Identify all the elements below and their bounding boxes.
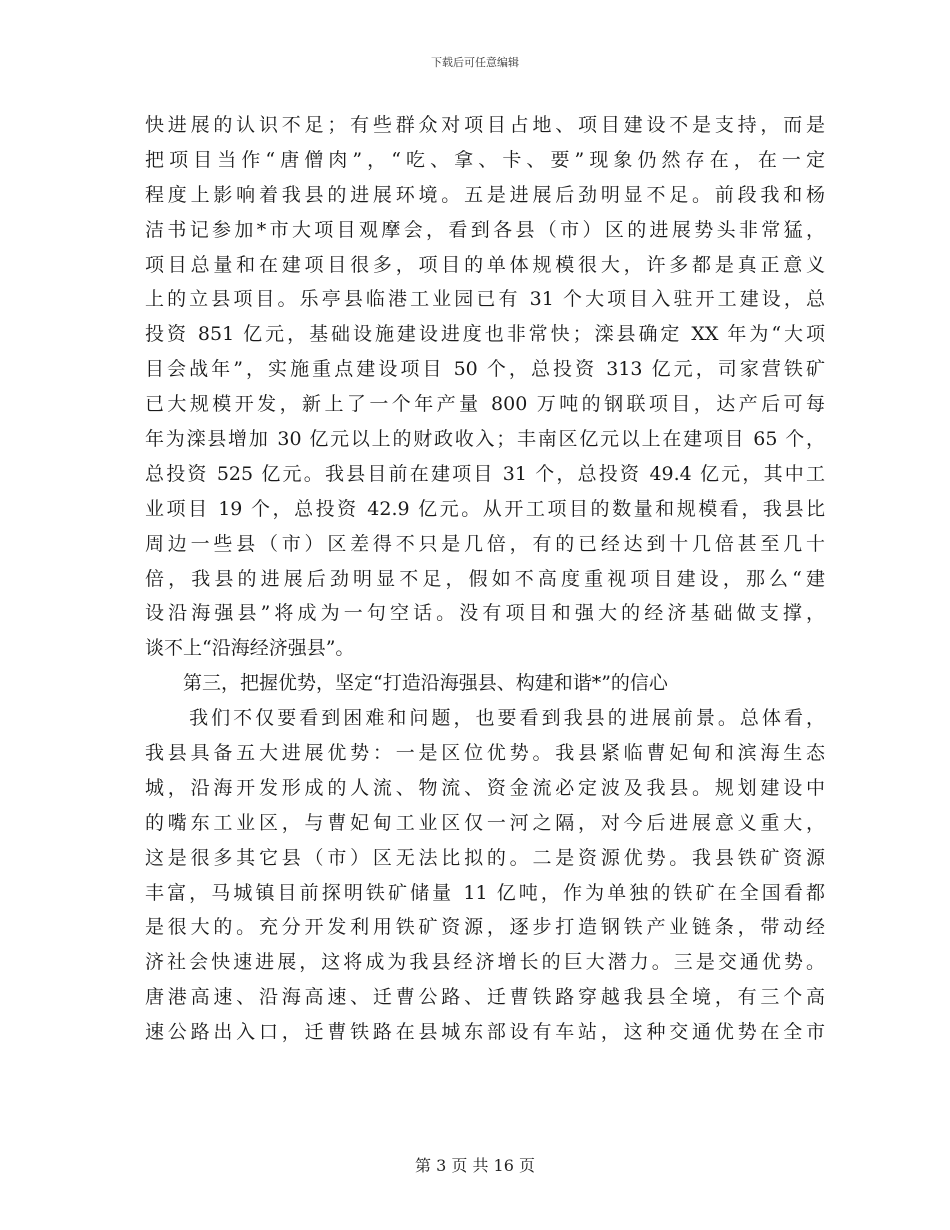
page-header: 下载后可任意编辑 (431, 56, 519, 69)
text-line: 设沿海强县”将成为一句空话。没有项目和强大的经济基础做支撑， (145, 602, 825, 625)
page-footer: 第 3 页 共 16 页 (415, 1156, 535, 1175)
text-line: 我们不仅要看到困难和问题，也要看到我县的进展前景。总体看， (145, 707, 825, 730)
text-line: 这是很多其它县（市）区无法比拟的。二是资源优势。我县铁矿资源 (145, 846, 825, 869)
text-line: 丰富，马城镇目前探明铁矿储量 11 亿吨，作为单独的铁矿在全国看都 (145, 881, 825, 904)
text-line: 济社会快速进展，这将成为我县经济增长的巨大潜力。三是交通优势。 (145, 951, 825, 974)
text-line: 快进展的认识不足；有些群众对项目占地、项目建设不是支持，而是 (145, 114, 825, 136)
text-line: 目会战年”，实施重点建设项目 50 个，总投资 313 亿元，司家营铁矿 (145, 358, 825, 381)
text-line: 年为滦县增加 30 亿元以上的财政收入；丰南区亿元以上在建项目 65 个， (145, 428, 825, 451)
document-body (145, 108, 825, 1050)
text-line: 把项目当作“唐僧肉”，“吃、拿、卡、要”现象仍然存在，在一定 (145, 148, 825, 171)
text-line: 总投资 525 亿元。我县目前在建项目 31 个，总投资 49.4 亿元，其中工 (145, 462, 825, 485)
text-line: 项目总量和在建项目很多，项目的单体规模很大，许多都是真正意义 (145, 253, 825, 276)
text-line: 城，沿海开发形成的人流、物流、资金流必定波及我县。规划建设中 (145, 776, 825, 799)
text-line: 洁书记参加*市大项目观摩会，看到各县（市）区的进展势头非常猛， (145, 218, 825, 241)
text-line: 周边一些县（市）区差得不只是几倍，有的已经达到十几倍甚至几十 (145, 532, 825, 555)
text-line: 唐港高速、沿海高速、迁曹公路、迁曹铁路穿越我县全境，有三个高 (145, 986, 825, 1009)
text-line: 上的立县项目。乐亭县临港工业园已有 31 个大项目入驻开工建设，总 (145, 288, 825, 311)
text-line: 速公路出入口，迁曹铁路在县城东部设有车站，这种交通优势在全市 (145, 1021, 825, 1044)
text-line: 已大规模开发，新上了一个年产量 800 万吨的钢联项目，达产后可每 (145, 393, 825, 416)
text-line: 谈不上“沿海经济强县”。 (145, 637, 355, 660)
text-line: 的嘴东工业区，与曹妃甸工业区仅一河之隔，对今后进展意义重大， (145, 811, 825, 834)
text-line: 业项目 19 个，总投资 42.9 亿元。从开工项目的数量和规模看，我县比 (145, 497, 825, 520)
text-line: 倍，我县的进展后劲明显不足，假如不高度重视项目建设，那么“建 (145, 567, 825, 590)
text-line: 投资 851 亿元，基础设施建设进度也非常快；滦县确定 XX 年为“大项 (145, 323, 825, 346)
text-line: 是很大的。充分开发利用铁矿资源，逐步打造钢铁产业链条，带动经 (145, 916, 825, 939)
text-line: 我县具备五大进展优势：一是区位优势。我县紧临曹妃甸和滨海生态 (145, 742, 825, 765)
text-line: 程度上影响着我县的进展环境。五是进展后劲明显不足。前段我和杨 (145, 183, 825, 206)
section-heading: 第三，把握优势，坚定“打造沿海强县、构建和谐*”的信心 (145, 672, 668, 695)
